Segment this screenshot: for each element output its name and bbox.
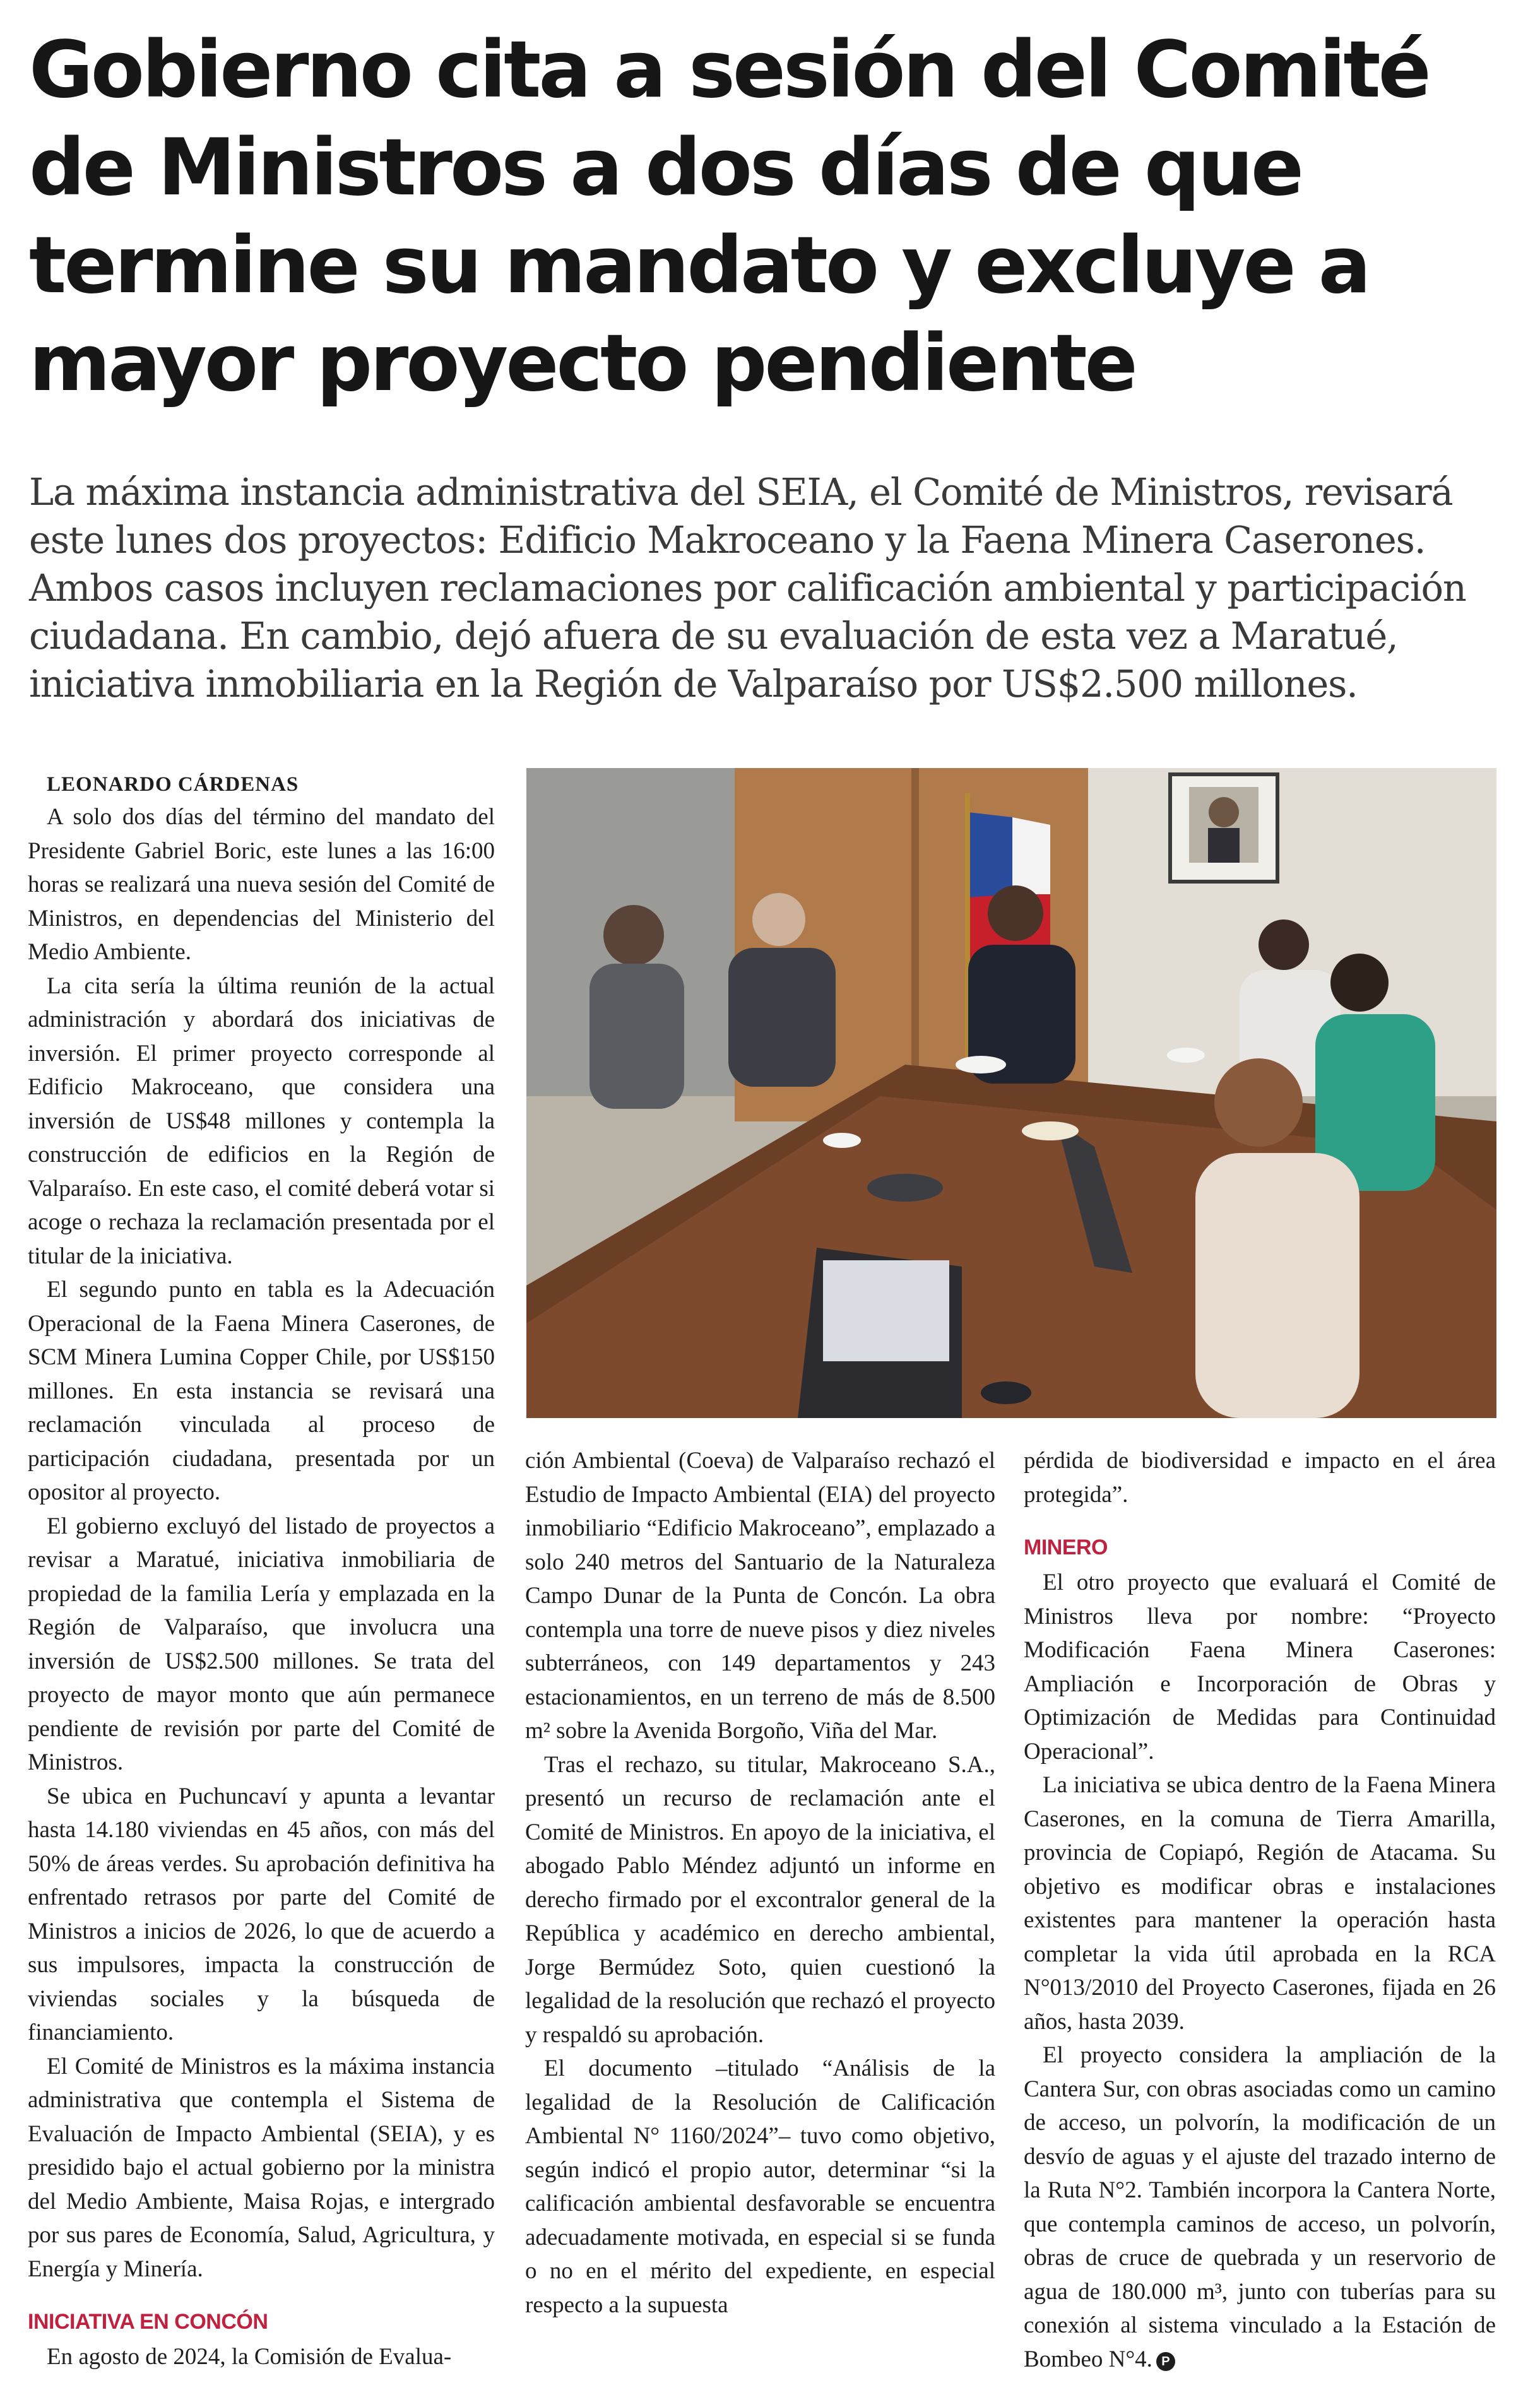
paragraph-text: El proyecto considera la ampliación de la Cantera Sur, con obras asociadas como un camino de acceso, un polvorín, la modificación de un desvío de aguas y el ajuste del trazado interno de la Ruta N°2. También incorpora la Cantera Norte, que contempla caminos de acceso, un polvorín, obras de cruce de quebrada y un reservorio de agua de 180.000 m³, junto con tuberías para su conexión al sistema vinculado a la Estación de Bombeo N°4. [1024, 2042, 1496, 2372]
column-2 [525, 1444, 995, 2322]
paragraph: El gobierno excluyó del listado de proyectos a revisar a Maratué, iniciativa inmobiliaria de propiedad de la familia Lería y emplazada en la Región de Valparaíso, que involucra una inversión de US$2.500 millones. Se trata del proyecto de mayor monto que aún permanece pendiente de revisión por parte del Comité de Ministros. [28, 1513, 495, 1775]
paragraph: Tras el rechazo, su titular, Makroceano S.A., presentó un recurso de reclamación ante el Comité de Ministros. En apoyo de la iniciativa, el abogado Pablo Méndez adjuntó un informe en derecho firmado por el excontralor general de la República y académico en derecho ambiental, Jorge Bermúdez Soto, quien cuestionó la legalidad de la resolución que rechazó el proyecto y respaldó su aprobación. [525, 1751, 995, 2048]
paragraph: El Comité de Ministros es la máxima instancia administrativa que contempla el Sistema de Evaluación de Impacto Ambiental (SEIA), y es presidido bajo el actual gobierno por la ministra del Medio Ambiente, Maisa Rojas, e intergrado por sus pares de Economía, Salud, Agricultura, y Energía y Minería. [28, 2053, 495, 2282]
paragraph: pérdida de biodiversidad e impacto en el área protegida”. [1024, 1448, 1496, 1508]
paragraph: Se ubica en Puchuncaví y apunta a levantar hasta 14.180 viviendas en 45 años, con más del 50% de áreas verdes. Su aprobación definitiva ha enfrentado retrasos por parte del Comité de Ministros a inicios de 2026, lo que de acuerdo a sus impulsores, impacta la construcción de viviendas sociales y la búsqueda de financiamiento. [28, 1783, 495, 2045]
paragraph [1024, 2038, 1496, 2376]
paragraph: El segundo punto en tabla es la Adecuación Operacional de la Faena Minera Caserones, de SCM Minera Lumina Copper Chile, por US$150 millones. En esta instancia se revisará una reclamación vinculada al proceso de participación ciudadana, presentada por un opositor al proyecto. [28, 1277, 495, 1505]
paragraph: A solo dos días del término del mandato del Presidente Gabriel Boric, este lunes a las 16:00 horas se realizará una nueva sesión del Comité de Ministros, en dependencias del Ministerio del Medio Ambiente. [28, 804, 495, 965]
paragraph: El otro proyecto que evaluará el Comité de Ministros lleva por nombre: “Proyecto Modificación Faena Minera Caserones: Ampliación e Incorporación de Obras y Optimización de Medidas para Continuidad Operacional”. [1024, 1570, 1496, 1765]
photo-illustration [526, 768, 1496, 1418]
byline: LEONARDO CÁRDENAS [47, 773, 299, 796]
subhead-iniciativa-en-concon: INICIATIVA EN CONCÓN [28, 2310, 268, 2334]
paragraph: ción Ambiental (Coeva) de Valparaíso rechazó el Estudio de Impacto Ambiental (EIA) del proyecto inmobiliario “Edificio Makroceano”, emplazado a solo 240 metros del Santuario de la Naturaleza Campo Dunar de la Punta de Concón. La obra contempla una torre de nueve pisos y diez niveles subterráneos, con 149 departamentos y 243 estacionamientos, en un terreno de más de 8.500 m² sobre la Avenida Borgoño, Viña del Mar. [525, 1448, 995, 1744]
paragraph: La iniciativa se ubica dentro de la Faena Minera Caserones, en la comuna de Tierra Amarilla, provincia de Copiapó, Región de Atacama. Su objetivo es modificar obras e instalaciones existentes para mantener la operación hasta completar la vida útil aprobada en la RCA N°013/2010 del Proyecto Caserones, fijada en 26 años, hasta 2039. [1024, 1772, 1496, 2035]
column-1 [28, 769, 495, 2374]
meeting-photo [526, 768, 1496, 1418]
headline: Gobierno cita a sesión del Comité de Ministros a dos días de que termine su mandato y excluye a mayor proyecto pendiente [29, 25, 1429, 409]
paragraph: La cita sería la última reunión de la actual administración y abordará dos iniciativas de inversión. El primer proyecto corresponde al Edificio Makroceano, que considera una inversión de US$48 millones y contempla la construcción de edificios en la Región de Valparaíso. En este caso, el comité deberá votar si acoge o rechaza la reclamación presentada por el titular de la iniciativa. [28, 973, 495, 1269]
paragraph: En agosto de 2024, la Comisión de Evalua- [47, 2344, 452, 2370]
column-3 [1024, 1444, 1496, 2376]
deck-summary: La máxima instancia administrativa del SEIA, el Comité de Ministros, revisará este lunes dos proyectos: Edificio Makroceano y la Faena Minera Caserones. Ambos casos incluyen reclamaciones por calificación ambiental y participación ciudadana. En cambio, dejó afuera de su evaluación de esta vez a Maratué, iniciativa inmobiliaria en la Región de Valparaíso por US$2.500 millones. [29, 470, 1466, 706]
end-of-article-icon: P [1156, 2352, 1175, 2371]
paragraph: El documento –titulado “Análisis de la legalidad de la Resolución de Calificación Ambiental N° 1160/2024”– tuvo como objetivo, según indicó el propio autor, determinar “si la calificación ambiental desfavorable se encuentra adecuadamente motivada, en especial si se funda o no en el mérito del expediente, en especial respecto a la supuesta [525, 2055, 995, 2318]
subhead-minero: MINERO [1024, 1535, 1108, 1559]
